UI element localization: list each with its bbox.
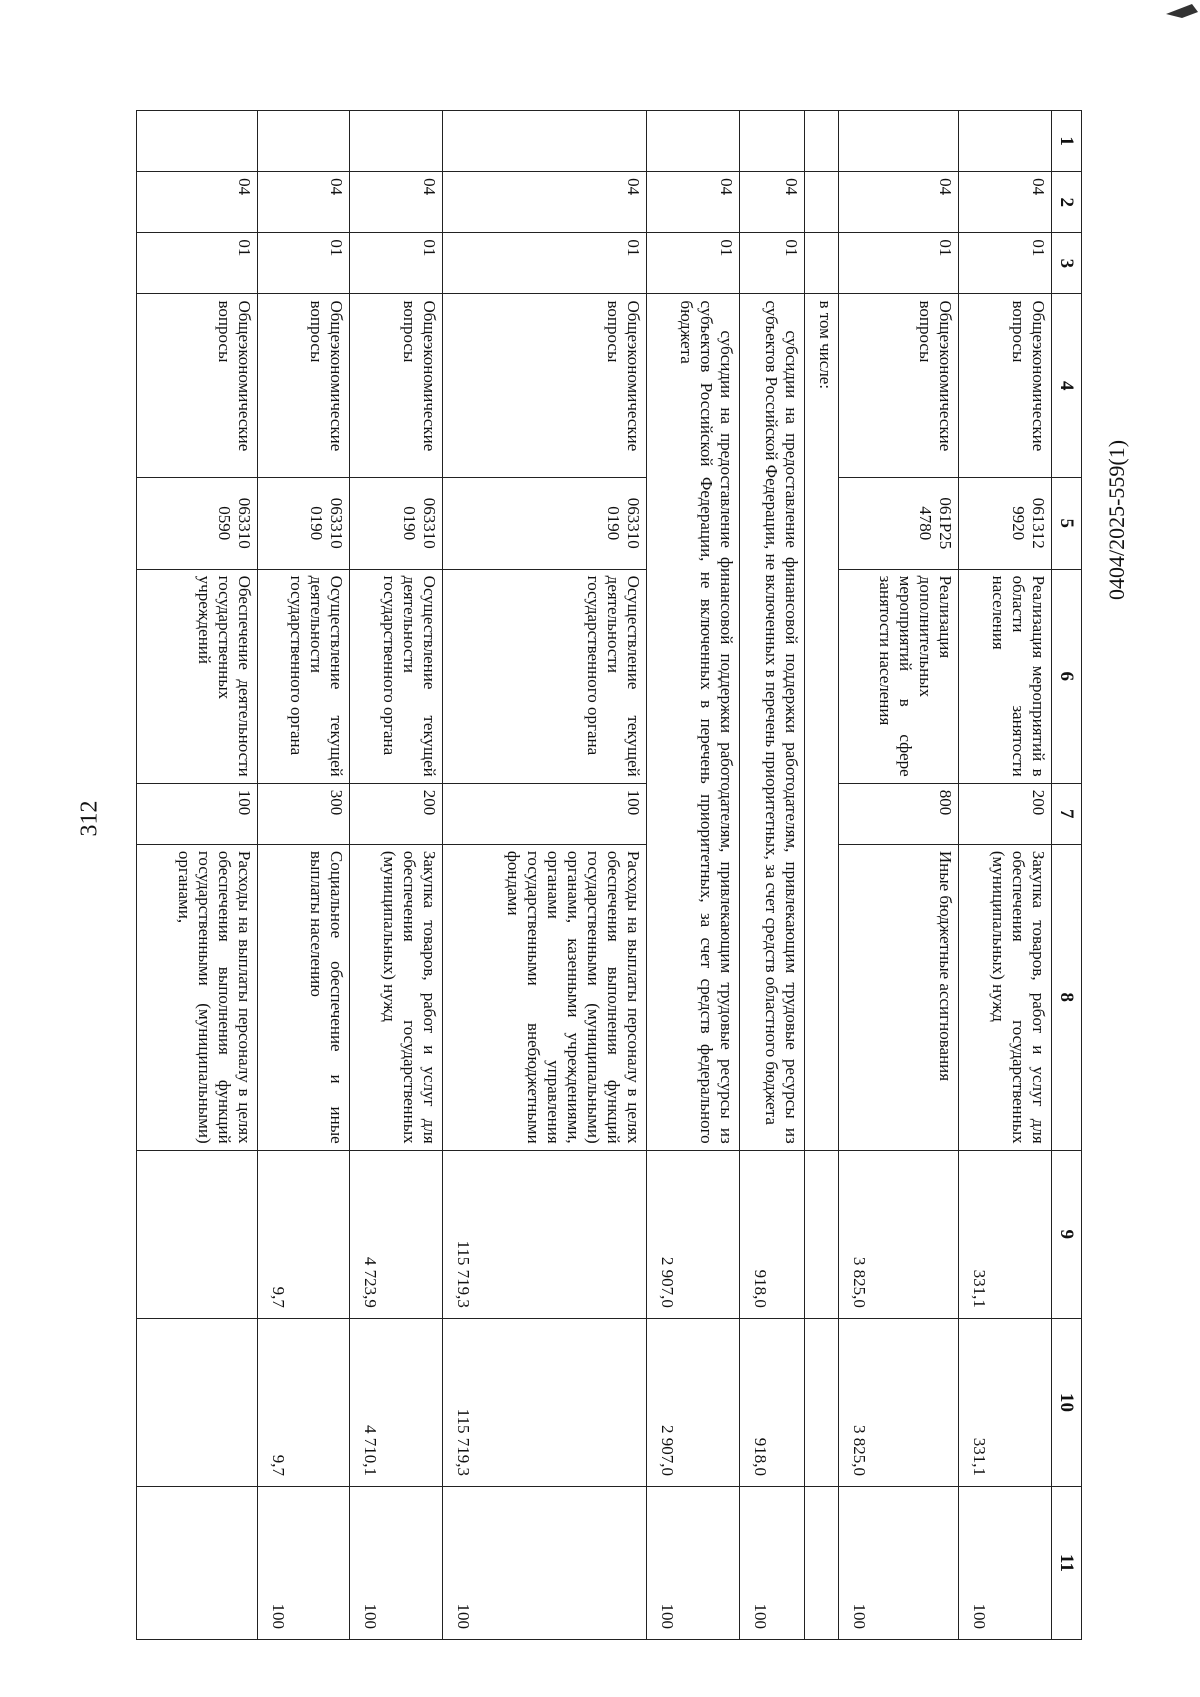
row0-expense-type: 200 — [959, 783, 1052, 844]
sub0-executed: 918,0 — [739, 1318, 804, 1486]
row0-executed: 331,1 — [959, 1318, 1052, 1486]
row2-0-section-name: Общеэкономические вопросы — [443, 294, 647, 477]
subsidy-row — [739, 111, 804, 1640]
document-code: 0404/2025-559(1) — [1104, 439, 1129, 601]
row2-3-expense-type-name: Расходы на выплаты персоналу в целях обеспечения выполнения функций государственными (муниципальными) органами, — [137, 844, 258, 1150]
row2-3-executed — [137, 1318, 258, 1486]
sub0-percent: 100 — [739, 1487, 804, 1640]
row2-3-section: 04 — [137, 172, 258, 233]
itn-col2 — [804, 172, 838, 233]
header-col-8: 8 — [1052, 844, 1082, 1150]
row2-0-section: 04 — [443, 172, 647, 233]
header-col-11: 11 — [1052, 1487, 1082, 1640]
row1-col1 — [838, 111, 959, 172]
table-row — [350, 111, 443, 1640]
row2-2-col1 — [257, 111, 350, 172]
row2-1-percent: 100 — [350, 1487, 443, 1640]
row2-0-subsection: 01 — [443, 233, 647, 294]
row0-expense-type-name: Закупка товаров, работ и услуг для обеспечения государственных (муниципальных) нужд — [959, 844, 1052, 1150]
row0-planned: 331,1 — [959, 1150, 1052, 1318]
row2-0-percent: 100 — [443, 1487, 647, 1640]
table-row — [443, 111, 647, 1640]
sub0-subsection: 01 — [739, 233, 804, 294]
row2-1-planned: 4 723,9 — [350, 1150, 443, 1318]
table-row — [959, 111, 1052, 1640]
row2-2-subsection: 01 — [257, 233, 350, 294]
sub0-planned: 918,0 — [739, 1150, 804, 1318]
header-col-7: 7 — [1052, 783, 1082, 844]
table-row — [838, 111, 959, 1640]
row0-col1 — [959, 111, 1052, 172]
row2-1-expense-type: 200 — [350, 783, 443, 844]
row2-2-percent: 100 — [257, 1487, 350, 1640]
itn-col3 — [804, 233, 838, 294]
row2-1-expense-type-name: Закупка товаров, работ и услуг для обеспечения государственных (муниципальных) нужд — [350, 844, 443, 1150]
row2-2-planned: 9,7 — [257, 1150, 350, 1318]
row2-1-article-name: Осуществление текущей деятельности государственного органа — [350, 569, 443, 783]
in-that-number-row — [804, 111, 838, 1640]
row1-target-article: 061Р25 4780 — [838, 477, 959, 569]
row2-3-expense-type: 100 — [137, 783, 258, 844]
row0-section: 04 — [959, 172, 1052, 233]
header-col-6: 6 — [1052, 569, 1082, 783]
row2-3-target-article: 063310 0590 — [137, 477, 258, 569]
sub1-subsection: 01 — [646, 233, 739, 294]
header-col-1: 1 — [1052, 111, 1082, 172]
row2-2-section: 04 — [257, 172, 350, 233]
row1-expense-type-name: Иные бюджетные ассигнования — [838, 844, 959, 1150]
row1-article-name: Реализация дополнительных мероприятий в сфере занятости населения — [838, 569, 959, 783]
row1-planned: 3 825,0 — [838, 1150, 959, 1318]
header-col-2: 2 — [1052, 172, 1082, 233]
sub1-text: субсидии на предоставление финансовой поддержки работодателям, привлекающим трудовые ресурсы из субъектов Российской Федерации, не включенных в перечень приоритетных, за счет средств федерального бюджета — [646, 294, 739, 1150]
row2-0-expense-type-name: Расходы на выплаты персоналу в целях обеспечения выполнения функций государственными (муниципальными) органами, казенными учреждениями, органами управления государственными внебюджетными фондами — [443, 844, 647, 1150]
table-row — [137, 111, 258, 1640]
sub1-section: 04 — [646, 172, 739, 233]
row2-3-section-name: Общеэкономические вопросы — [137, 294, 258, 477]
row2-3-percent — [137, 1487, 258, 1640]
row2-0-planned: 115 719,3 — [443, 1150, 647, 1318]
header-col-3: 3 — [1052, 233, 1082, 294]
row2-1-section-name: Общеэкономические вопросы — [350, 294, 443, 477]
page-number: 312 — [76, 800, 103, 837]
header-col-4: 4 — [1052, 294, 1082, 477]
header-col-10: 10 — [1052, 1318, 1082, 1486]
in-that-number: в том числе: — [804, 294, 838, 1150]
row1-percent: 100 — [838, 1487, 959, 1640]
itn-col11 — [804, 1487, 838, 1640]
sub0-text: субсидии на предоставление финансовой поддержки работодателям, привлекающим трудовые ресурсы из субъектов Российской Федерации, не включенных в перечень приоритетных, за счет средств областного бюджета — [739, 294, 804, 1150]
row2-2-section-name: Общеэкономические вопросы — [257, 294, 350, 477]
row2-1-col1 — [350, 111, 443, 172]
row2-0-expense-type: 100 — [443, 783, 647, 844]
row0-subsection: 01 — [959, 233, 1052, 294]
row2-3-col1 — [137, 111, 258, 172]
row2-0-col1 — [443, 111, 647, 172]
row2-0-executed: 115 719,3 — [443, 1318, 647, 1486]
row2-2-article-name: Осуществление текущей деятельности государственного органа — [257, 569, 350, 783]
row1-section-name: Общеэкономические вопросы — [838, 294, 959, 477]
itn-col1 — [804, 111, 838, 172]
row2-1-target-article: 063310 0190 — [350, 477, 443, 569]
header-row — [1052, 111, 1082, 1640]
itn-col9 — [804, 1150, 838, 1318]
row2-2-executed: 9,7 — [257, 1318, 350, 1486]
row2-2-target-article: 063310 0190 — [257, 477, 350, 569]
header-col-5: 5 — [1052, 477, 1082, 569]
table-row — [257, 111, 350, 1640]
sub1-planned: 2 907,0 — [646, 1150, 739, 1318]
itn-col10 — [804, 1318, 838, 1486]
sub1-col1 — [646, 111, 739, 172]
row0-article-name: Реализация мероприятий в области занятости населения — [959, 569, 1052, 783]
row2-2-expense-type: 300 — [257, 783, 350, 844]
sub0-col1 — [739, 111, 804, 172]
header-col-9: 9 — [1052, 1150, 1082, 1318]
subsidy-row — [646, 111, 739, 1640]
budget-table-rotated — [136, 110, 1082, 1640]
row0-target-article: 061312 9920 — [959, 477, 1052, 569]
row1-section: 04 — [838, 172, 959, 233]
row2-1-subsection: 01 — [350, 233, 443, 294]
row2-3-planned — [137, 1150, 258, 1318]
row1-subsection: 01 — [838, 233, 959, 294]
budget-table — [136, 110, 1082, 1640]
row2-2-expense-type-name: Социальное обеспечение и иные выплаты населению — [257, 844, 350, 1150]
row2-3-article-name: Обеспечение деятельности государственных учреждений — [137, 569, 258, 783]
row2-1-executed: 4 710,1 — [350, 1318, 443, 1486]
sub0-section: 04 — [739, 172, 804, 233]
scan-mark — [1162, 0, 1200, 22]
sub1-percent: 100 — [646, 1487, 739, 1640]
row1-executed: 3 825,0 — [838, 1318, 959, 1486]
row2-0-target-article: 063310 0190 — [443, 477, 647, 569]
row1-expense-type: 800 — [838, 783, 959, 844]
sub1-executed: 2 907,0 — [646, 1318, 739, 1486]
row2-0-article-name: Осуществление текущей деятельности государственного органа — [443, 569, 647, 783]
row2-1-section: 04 — [350, 172, 443, 233]
row0-section-name: Общеэкономические вопросы — [959, 294, 1052, 477]
row0-percent: 100 — [959, 1487, 1052, 1640]
row2-3-subsection: 01 — [137, 233, 258, 294]
